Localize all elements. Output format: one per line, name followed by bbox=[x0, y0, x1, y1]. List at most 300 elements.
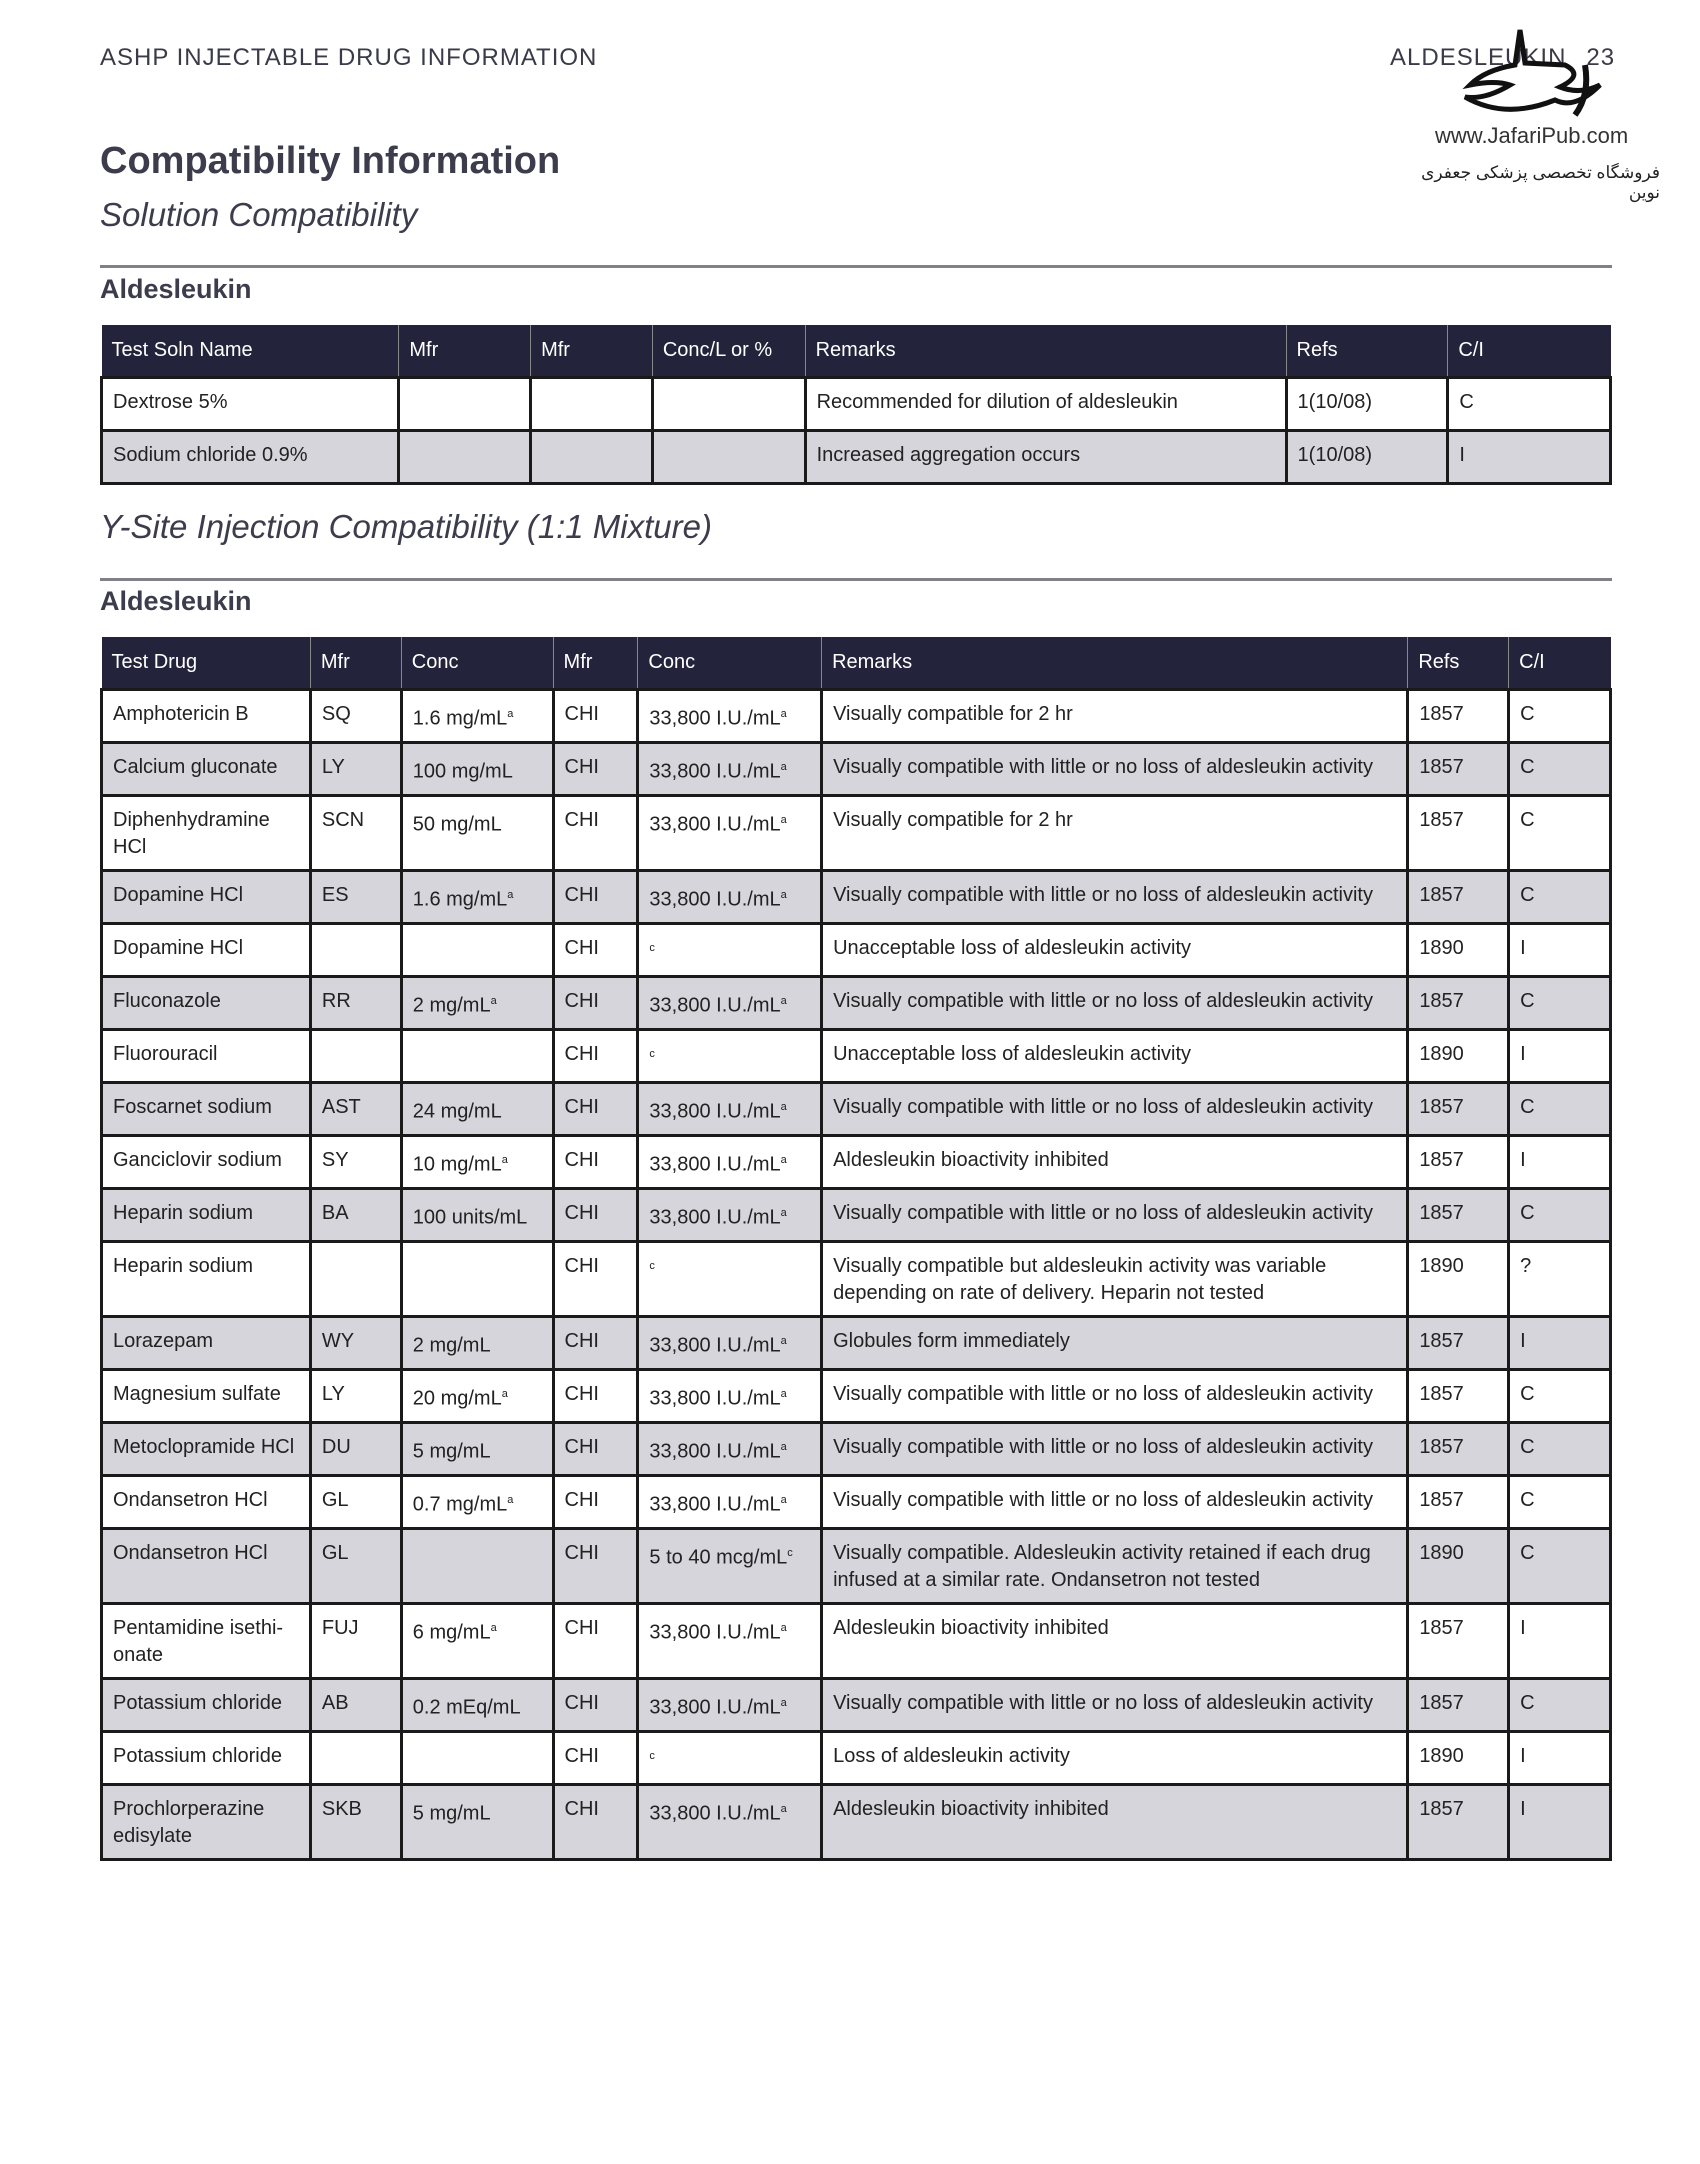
refs-text: 1857 bbox=[1419, 1096, 1464, 1118]
aldesleukin-mfr-text: CHI bbox=[564, 756, 599, 778]
test-drug-conc-cell bbox=[401, 1189, 553, 1242]
compatibility-text: C bbox=[1520, 990, 1535, 1012]
aldesleukin-conc-text: 33,800 I.U./mL bbox=[649, 1387, 781, 1410]
watermark-store: فروشگاه تخصصی پزشکی جعفری نوین bbox=[1421, 163, 1660, 202]
aldesleukin-mfr-cell bbox=[553, 871, 638, 924]
test-drug-conc-text: 20 mg/mL bbox=[412, 1387, 502, 1410]
compatibility-cell bbox=[1509, 1083, 1611, 1136]
column-header: Remarks bbox=[822, 637, 1408, 690]
test-drug-text: Lorazepam bbox=[113, 1330, 214, 1352]
footnote-marker: a bbox=[780, 1207, 787, 1219]
compatibility-text: I bbox=[1520, 1617, 1526, 1639]
compatibility-text: C bbox=[1520, 756, 1535, 778]
footnote-marker: a bbox=[780, 1441, 787, 1453]
test-drug-conc-text: 100 mg/mL bbox=[412, 760, 513, 783]
test-drug-mfr-cell bbox=[310, 871, 401, 924]
test-drug-text: Amphotericin B bbox=[113, 703, 249, 725]
test-drug-cell bbox=[102, 1604, 311, 1679]
test-drug-mfr-cell bbox=[310, 1679, 401, 1732]
remarks-cell bbox=[822, 1370, 1408, 1423]
compatibility-cell bbox=[1509, 1317, 1611, 1370]
table-cell bbox=[399, 431, 531, 484]
aldesleukin-conc-cell bbox=[638, 1242, 822, 1317]
test-drug-text: Dopamine HCl bbox=[113, 937, 244, 959]
footnote-marker: a bbox=[780, 1622, 787, 1634]
aldesleukin-mfr-cell bbox=[553, 1785, 638, 1860]
test-drug-mfr-text: RR bbox=[321, 990, 351, 1012]
remarks-text: Globules form immediately bbox=[833, 1330, 1070, 1352]
compatibility-text: C bbox=[1520, 1489, 1535, 1511]
test-drug-mfr-cell bbox=[310, 743, 401, 796]
compatibility-text: I bbox=[1520, 1149, 1526, 1171]
aldesleukin-mfr-text: CHI bbox=[564, 884, 599, 906]
footnote-marker: a bbox=[780, 1494, 787, 1506]
refs-text: 1857 bbox=[1419, 1149, 1464, 1171]
remarks-cell bbox=[822, 796, 1408, 871]
compatibility-cell bbox=[1509, 1679, 1611, 1732]
compatibility-cell bbox=[1509, 796, 1611, 871]
aldesleukin-conc-text: 33,800 I.U./mL bbox=[649, 1206, 781, 1229]
table-row bbox=[102, 1317, 1611, 1370]
divider bbox=[100, 265, 1612, 268]
refs-text: 1857 bbox=[1419, 990, 1464, 1012]
table-row bbox=[102, 690, 1611, 743]
refs-cell bbox=[1408, 1242, 1509, 1317]
aldesleukin-mfr-cell bbox=[553, 924, 638, 977]
column-header: Test Drug bbox=[102, 637, 311, 690]
test-drug-conc-cell bbox=[401, 1370, 553, 1423]
footnote-marker: c bbox=[787, 1547, 793, 1559]
table-header-row bbox=[102, 637, 1611, 690]
remarks-text: Unacceptable loss of aldesleukin activity bbox=[833, 1043, 1192, 1065]
table-row bbox=[102, 1370, 1611, 1423]
test-drug-mfr-text: WY bbox=[321, 1330, 355, 1352]
test-drug-conc-cell bbox=[401, 796, 553, 871]
test-drug-conc-text: 2 mg/mL bbox=[412, 994, 491, 1017]
column-header: Test Soln Name bbox=[102, 325, 399, 378]
footnote-marker: a bbox=[490, 1622, 497, 1634]
remarks-cell bbox=[822, 924, 1408, 977]
refs-text: 1890 bbox=[1419, 1255, 1464, 1277]
page-title: Compatibility Information bbox=[100, 140, 561, 182]
aldesleukin-mfr-cell bbox=[553, 1423, 638, 1476]
footnote-marker: c bbox=[649, 942, 655, 954]
table-row bbox=[102, 1242, 1611, 1317]
test-drug-text: Foscarnet sodium bbox=[113, 1096, 272, 1118]
divider bbox=[100, 578, 1612, 581]
footnote-marker: a bbox=[507, 889, 514, 901]
compatibility-text: ? bbox=[1520, 1255, 1532, 1277]
aldesleukin-mfr-text: CHI bbox=[564, 1542, 599, 1564]
test-drug-mfr-cell bbox=[310, 1242, 401, 1317]
aldesleukin-conc-text: 33,800 I.U./mL bbox=[649, 1334, 781, 1357]
refs-text: 1857 bbox=[1419, 703, 1464, 725]
table-row bbox=[102, 743, 1611, 796]
aldesleukin-conc-text: 33,800 I.U./mL bbox=[649, 1493, 781, 1516]
remarks-cell bbox=[822, 1136, 1408, 1189]
test-drug-mfr-text: BA bbox=[321, 1202, 349, 1224]
test-drug-text: Ondansetron HCl bbox=[113, 1542, 268, 1564]
running-header: ASHP INJECTABLE DRUG INFORMATION bbox=[100, 44, 598, 71]
aldesleukin-mfr-text: CHI bbox=[564, 1149, 599, 1171]
table-cell bbox=[399, 378, 531, 431]
test-drug-text: Magnesium sulfate bbox=[113, 1383, 281, 1405]
test-drug-conc-cell bbox=[401, 1476, 553, 1529]
compatibility-cell bbox=[1509, 1030, 1611, 1083]
aldesleukin-conc-cell bbox=[638, 1423, 822, 1476]
table-cell: Recommended for dilution of aldesleukin bbox=[805, 378, 1286, 431]
compatibility-cell bbox=[1509, 1423, 1611, 1476]
test-drug-mfr-cell bbox=[310, 1189, 401, 1242]
table-row bbox=[102, 1083, 1611, 1136]
drug-name-header: ALDESLEUKIN bbox=[1390, 44, 1567, 71]
aldesleukin-mfr-text: CHI bbox=[564, 1692, 599, 1714]
table-row bbox=[102, 1189, 1611, 1242]
aldesleukin-mfr-cell bbox=[553, 1317, 638, 1370]
watermark-logo bbox=[1395, 25, 1660, 202]
test-drug-mfr-text: AST bbox=[321, 1096, 361, 1118]
refs-cell bbox=[1408, 1604, 1509, 1679]
test-drug-mfr-cell bbox=[310, 796, 401, 871]
table-row bbox=[102, 871, 1611, 924]
aldesleukin-mfr-cell bbox=[553, 796, 638, 871]
compatibility-cell bbox=[1509, 1370, 1611, 1423]
test-drug-cell bbox=[102, 1317, 311, 1370]
aldesleukin-mfr-text: CHI bbox=[564, 1255, 599, 1277]
test-drug-conc-cell bbox=[401, 1423, 553, 1476]
test-drug-mfr-cell bbox=[310, 1604, 401, 1679]
aldesleukin-conc-cell bbox=[638, 1083, 822, 1136]
table-cell: 1(10/08) bbox=[1286, 431, 1448, 484]
test-drug-conc-cell bbox=[401, 1679, 553, 1732]
test-drug-conc-cell bbox=[401, 1317, 553, 1370]
refs-cell bbox=[1408, 1785, 1509, 1860]
column-header: Mfr bbox=[310, 637, 401, 690]
footnote-marker: c bbox=[649, 1750, 655, 1762]
remarks-text: Aldesleukin bioactivity inhibited bbox=[833, 1149, 1109, 1171]
aldesleukin-conc-cell bbox=[638, 1317, 822, 1370]
refs-cell bbox=[1408, 1529, 1509, 1604]
test-drug-cell bbox=[102, 1189, 311, 1242]
refs-text: 1857 bbox=[1419, 1692, 1464, 1714]
table-row bbox=[102, 431, 1611, 484]
solution-heading: Solution Compatibility bbox=[100, 196, 418, 233]
aldesleukin-mfr-text: CHI bbox=[564, 1096, 599, 1118]
remarks-text: Visually compatible but aldesleukin activity was variable depending on rate of delivery. Heparin not tested bbox=[833, 1255, 1327, 1304]
refs-cell bbox=[1408, 924, 1509, 977]
test-drug-conc-text: 1.6 mg/mL bbox=[412, 888, 508, 911]
aldesleukin-mfr-cell bbox=[553, 1476, 638, 1529]
column-header: Conc/L or % bbox=[652, 325, 805, 378]
aldesleukin-conc-text: 33,800 I.U./mL bbox=[649, 1440, 781, 1463]
remarks-cell bbox=[822, 1083, 1408, 1136]
remarks-text: Visually compatible with little or no loss of aldesleukin activity bbox=[833, 1383, 1373, 1405]
test-drug-cell bbox=[102, 743, 311, 796]
remarks-text: Visually compatible with little or no loss of aldesleukin activity bbox=[833, 1202, 1373, 1224]
test-drug-conc-cell bbox=[401, 1136, 553, 1189]
refs-cell bbox=[1408, 1136, 1509, 1189]
test-drug-cell bbox=[102, 1423, 311, 1476]
test-drug-text: Ondansetron HCl bbox=[113, 1489, 268, 1511]
column-header: Conc bbox=[401, 637, 553, 690]
test-drug-cell bbox=[102, 690, 311, 743]
refs-text: 1857 bbox=[1419, 756, 1464, 778]
remarks-cell bbox=[822, 1423, 1408, 1476]
test-drug-mfr-cell bbox=[310, 1476, 401, 1529]
test-drug-conc-text: 6 mg/mL bbox=[412, 1621, 491, 1644]
refs-text: 1857 bbox=[1419, 1330, 1464, 1352]
test-drug-mfr-text: SCN bbox=[321, 809, 365, 831]
footnote-marker: a bbox=[780, 814, 787, 826]
aldesleukin-mfr-text: CHI bbox=[564, 1798, 599, 1820]
aldesleukin-mfr-text: CHI bbox=[564, 1436, 599, 1458]
remarks-text: Aldesleukin bioactivity inhibited bbox=[833, 1798, 1109, 1820]
table-row bbox=[102, 1030, 1611, 1083]
test-drug-conc-text: 1.6 mg/mL bbox=[412, 707, 508, 730]
test-drug-mfr-text: GL bbox=[321, 1542, 349, 1564]
remarks-text: Visually compatible with little or no loss of aldesleukin activity bbox=[833, 1489, 1373, 1511]
test-drug-mfr-cell bbox=[310, 977, 401, 1030]
table-row bbox=[102, 1476, 1611, 1529]
table-cell bbox=[531, 378, 653, 431]
test-drug-mfr-text: AB bbox=[321, 1692, 349, 1714]
test-drug-conc-text: 10 mg/mL bbox=[412, 1153, 502, 1176]
compatibility-text: I bbox=[1520, 1043, 1526, 1065]
test-drug-conc-cell bbox=[401, 1030, 553, 1083]
test-drug-mfr-cell bbox=[310, 1136, 401, 1189]
remarks-cell bbox=[822, 1679, 1408, 1732]
refs-cell bbox=[1408, 796, 1509, 871]
footnote-marker: a bbox=[507, 708, 514, 720]
table-cell: Sodium chloride 0.9% bbox=[102, 431, 399, 484]
test-drug-text: Metoclopramide HCl bbox=[113, 1436, 295, 1458]
test-drug-text: Ganciclovir sodium bbox=[113, 1149, 282, 1171]
refs-cell bbox=[1408, 1679, 1509, 1732]
test-drug-text: Dopamine HCl bbox=[113, 884, 244, 906]
table-header-row bbox=[102, 325, 1611, 378]
test-drug-conc-cell bbox=[401, 743, 553, 796]
column-header: Mfr bbox=[531, 325, 653, 378]
test-drug-conc-cell bbox=[401, 690, 553, 743]
remarks-text: Aldesleukin bioactivity inhibited bbox=[833, 1617, 1109, 1639]
test-drug-text: Fluconazole bbox=[113, 990, 221, 1012]
compatibility-cell bbox=[1509, 1529, 1611, 1604]
table-cell bbox=[652, 431, 805, 484]
compatibility-text: I bbox=[1520, 1330, 1526, 1352]
remarks-text: Visually compatible for 2 hr bbox=[833, 809, 1073, 831]
aldesleukin-mfr-text: CHI bbox=[564, 1489, 599, 1511]
compatibility-text: C bbox=[1520, 1692, 1535, 1714]
refs-text: 1857 bbox=[1419, 1617, 1464, 1639]
remarks-cell bbox=[822, 1604, 1408, 1679]
refs-cell bbox=[1408, 1370, 1509, 1423]
ysite-table bbox=[100, 637, 1612, 1861]
aldesleukin-conc-cell bbox=[638, 977, 822, 1030]
column-header: Remarks bbox=[805, 325, 1286, 378]
test-drug-conc-cell bbox=[401, 1604, 553, 1679]
compatibility-text: C bbox=[1520, 703, 1535, 725]
aldesleukin-conc-cell bbox=[638, 1030, 822, 1083]
page-number: 23 bbox=[1586, 44, 1616, 71]
aldesleukin-mfr-cell bbox=[553, 690, 638, 743]
aldesleukin-mfr-text: CHI bbox=[564, 809, 599, 831]
test-drug-mfr-cell bbox=[310, 1030, 401, 1083]
test-drug-mfr-cell bbox=[310, 1732, 401, 1785]
test-drug-conc-cell bbox=[401, 977, 553, 1030]
test-drug-conc-text: 2 mg/mL bbox=[412, 1334, 491, 1357]
aldesleukin-conc-cell bbox=[638, 796, 822, 871]
aldesleukin-mfr-cell bbox=[553, 1136, 638, 1189]
refs-text: 1890 bbox=[1419, 1745, 1464, 1767]
compatibility-cell bbox=[1509, 924, 1611, 977]
footnote-marker: a bbox=[780, 708, 787, 720]
aldesleukin-conc-cell bbox=[638, 1189, 822, 1242]
aldesleukin-mfr-text: CHI bbox=[564, 1330, 599, 1352]
test-drug-mfr-cell bbox=[310, 1529, 401, 1604]
test-drug-text: Heparin sodium bbox=[113, 1202, 254, 1224]
remarks-cell bbox=[822, 1732, 1408, 1785]
test-drug-cell bbox=[102, 1242, 311, 1317]
refs-cell bbox=[1408, 871, 1509, 924]
test-drug-mfr-text: LY bbox=[321, 1383, 345, 1405]
test-drug-cell bbox=[102, 1476, 311, 1529]
test-drug-cell bbox=[102, 1030, 311, 1083]
refs-cell bbox=[1408, 690, 1509, 743]
test-drug-mfr-cell bbox=[310, 1317, 401, 1370]
remarks-text: Visually compatible with little or no loss of aldesleukin activity bbox=[833, 884, 1373, 906]
footnote-marker: c bbox=[649, 1048, 655, 1060]
compatibility-text: I bbox=[1520, 1745, 1526, 1767]
test-drug-conc-text: 50 mg/mL bbox=[412, 813, 502, 836]
table-cell: 1(10/08) bbox=[1286, 378, 1448, 431]
compatibility-cell bbox=[1509, 1136, 1611, 1189]
test-drug-mfr-text: SQ bbox=[321, 703, 351, 725]
aldesleukin-mfr-text: CHI bbox=[564, 1383, 599, 1405]
compatibility-text: I bbox=[1520, 1798, 1526, 1820]
aldesleukin-conc-cell bbox=[638, 1476, 822, 1529]
remarks-text: Visually compatible with little or no loss of aldesleukin activity bbox=[833, 756, 1373, 778]
aldesleukin-conc-cell bbox=[638, 1732, 822, 1785]
refs-text: 1890 bbox=[1419, 937, 1464, 959]
aldesleukin-mfr-cell bbox=[553, 1370, 638, 1423]
aldesleukin-conc-text: 33,800 I.U./mL bbox=[649, 1100, 781, 1123]
table-row bbox=[102, 1423, 1611, 1476]
test-drug-text: Prochlorperazine edisylate bbox=[113, 1798, 265, 1847]
test-drug-conc-text: 0.7 mg/mL bbox=[412, 1493, 508, 1516]
refs-text: 1857 bbox=[1419, 1798, 1464, 1820]
test-drug-text: Pentamidine isethi-onate bbox=[113, 1617, 284, 1666]
refs-text: 1857 bbox=[1419, 1202, 1464, 1224]
aldesleukin-mfr-text: CHI bbox=[564, 1617, 599, 1639]
refs-text: 1857 bbox=[1419, 1489, 1464, 1511]
test-drug-cell bbox=[102, 1679, 311, 1732]
aldesleukin-mfr-text: CHI bbox=[564, 1043, 599, 1065]
compatibility-text: C bbox=[1520, 1383, 1535, 1405]
compatibility-text: C bbox=[1520, 809, 1535, 831]
test-drug-cell bbox=[102, 1083, 311, 1136]
table-row bbox=[102, 1604, 1611, 1679]
test-drug-text: Calcium gluconate bbox=[113, 756, 278, 778]
footnote-marker: a bbox=[780, 1335, 787, 1347]
test-drug-mfr-text: FUJ bbox=[321, 1617, 359, 1639]
column-header: Conc bbox=[638, 637, 822, 690]
footnote-marker: a bbox=[490, 995, 497, 1007]
aldesleukin-mfr-text: CHI bbox=[564, 1202, 599, 1224]
test-drug-conc-text: 0.2 mEq/mL bbox=[412, 1696, 521, 1719]
refs-cell bbox=[1408, 743, 1509, 796]
compatibility-text: C bbox=[1520, 1436, 1535, 1458]
remarks-cell bbox=[822, 1785, 1408, 1860]
aldesleukin-mfr-cell bbox=[553, 1189, 638, 1242]
refs-text: 1890 bbox=[1419, 1542, 1464, 1564]
compatibility-cell bbox=[1509, 1604, 1611, 1679]
refs-text: 1857 bbox=[1419, 884, 1464, 906]
test-drug-mfr-text: LY bbox=[321, 756, 345, 778]
table-cell: C bbox=[1448, 378, 1611, 431]
footnote-marker: a bbox=[780, 995, 787, 1007]
aldesleukin-mfr-cell bbox=[553, 1679, 638, 1732]
refs-cell bbox=[1408, 1083, 1509, 1136]
aldesleukin-conc-cell bbox=[638, 1529, 822, 1604]
test-drug-conc-cell bbox=[401, 871, 553, 924]
test-drug-mfr-text: GL bbox=[321, 1489, 349, 1511]
test-drug-mfr-text: DU bbox=[321, 1436, 351, 1458]
remarks-text: Visually compatible. Aldesleukin activity retained if each drug infused at a similar rate. Ondansetron not tested bbox=[833, 1542, 1371, 1591]
test-drug-conc-cell bbox=[401, 1785, 553, 1860]
aldesleukin-conc-cell bbox=[638, 1785, 822, 1860]
test-drug-mfr-text: SY bbox=[321, 1149, 349, 1171]
ysite-drug-heading: Aldesleukin bbox=[100, 586, 252, 616]
compatibility-cell bbox=[1509, 1732, 1611, 1785]
test-drug-mfr-cell bbox=[310, 1423, 401, 1476]
column-header: C/I bbox=[1448, 325, 1611, 378]
remarks-cell bbox=[822, 1317, 1408, 1370]
aldesleukin-conc-cell bbox=[638, 924, 822, 977]
table-row bbox=[102, 1529, 1611, 1604]
aldesleukin-conc-cell bbox=[638, 1679, 822, 1732]
test-drug-cell bbox=[102, 977, 311, 1030]
table-cell: Increased aggregation occurs bbox=[805, 431, 1286, 484]
remarks-cell bbox=[822, 743, 1408, 796]
aldesleukin-mfr-text: CHI bbox=[564, 990, 599, 1012]
test-drug-text: Diphenhydramine HCl bbox=[113, 809, 270, 858]
compatibility-cell bbox=[1509, 690, 1611, 743]
footnote-marker: a bbox=[780, 1101, 787, 1113]
test-drug-conc-cell bbox=[401, 1529, 553, 1604]
test-drug-mfr-text: ES bbox=[321, 884, 349, 906]
remarks-cell bbox=[822, 690, 1408, 743]
refs-cell bbox=[1408, 1189, 1509, 1242]
table-row bbox=[102, 378, 1611, 431]
calligraphy-logo-icon bbox=[1425, 25, 1625, 125]
aldesleukin-conc-text: 33,800 I.U./mL bbox=[649, 1696, 781, 1719]
refs-cell bbox=[1408, 1317, 1509, 1370]
aldesleukin-mfr-cell bbox=[553, 1732, 638, 1785]
aldesleukin-conc-text: 33,800 I.U./mL bbox=[649, 707, 781, 730]
test-drug-text: Heparin sodium bbox=[113, 1255, 254, 1277]
aldesleukin-mfr-text: CHI bbox=[564, 937, 599, 959]
compatibility-text: C bbox=[1520, 1202, 1535, 1224]
test-drug-cell bbox=[102, 1370, 311, 1423]
aldesleukin-mfr-cell bbox=[553, 977, 638, 1030]
table-row bbox=[102, 796, 1611, 871]
test-drug-text: Potassium chloride bbox=[113, 1692, 282, 1714]
test-drug-mfr-cell bbox=[310, 924, 401, 977]
aldesleukin-mfr-cell bbox=[553, 1604, 638, 1679]
aldesleukin-conc-text: 5 to 40 mcg/mL bbox=[649, 1546, 788, 1569]
compatibility-text: C bbox=[1520, 884, 1535, 906]
column-header: Mfr bbox=[553, 637, 638, 690]
